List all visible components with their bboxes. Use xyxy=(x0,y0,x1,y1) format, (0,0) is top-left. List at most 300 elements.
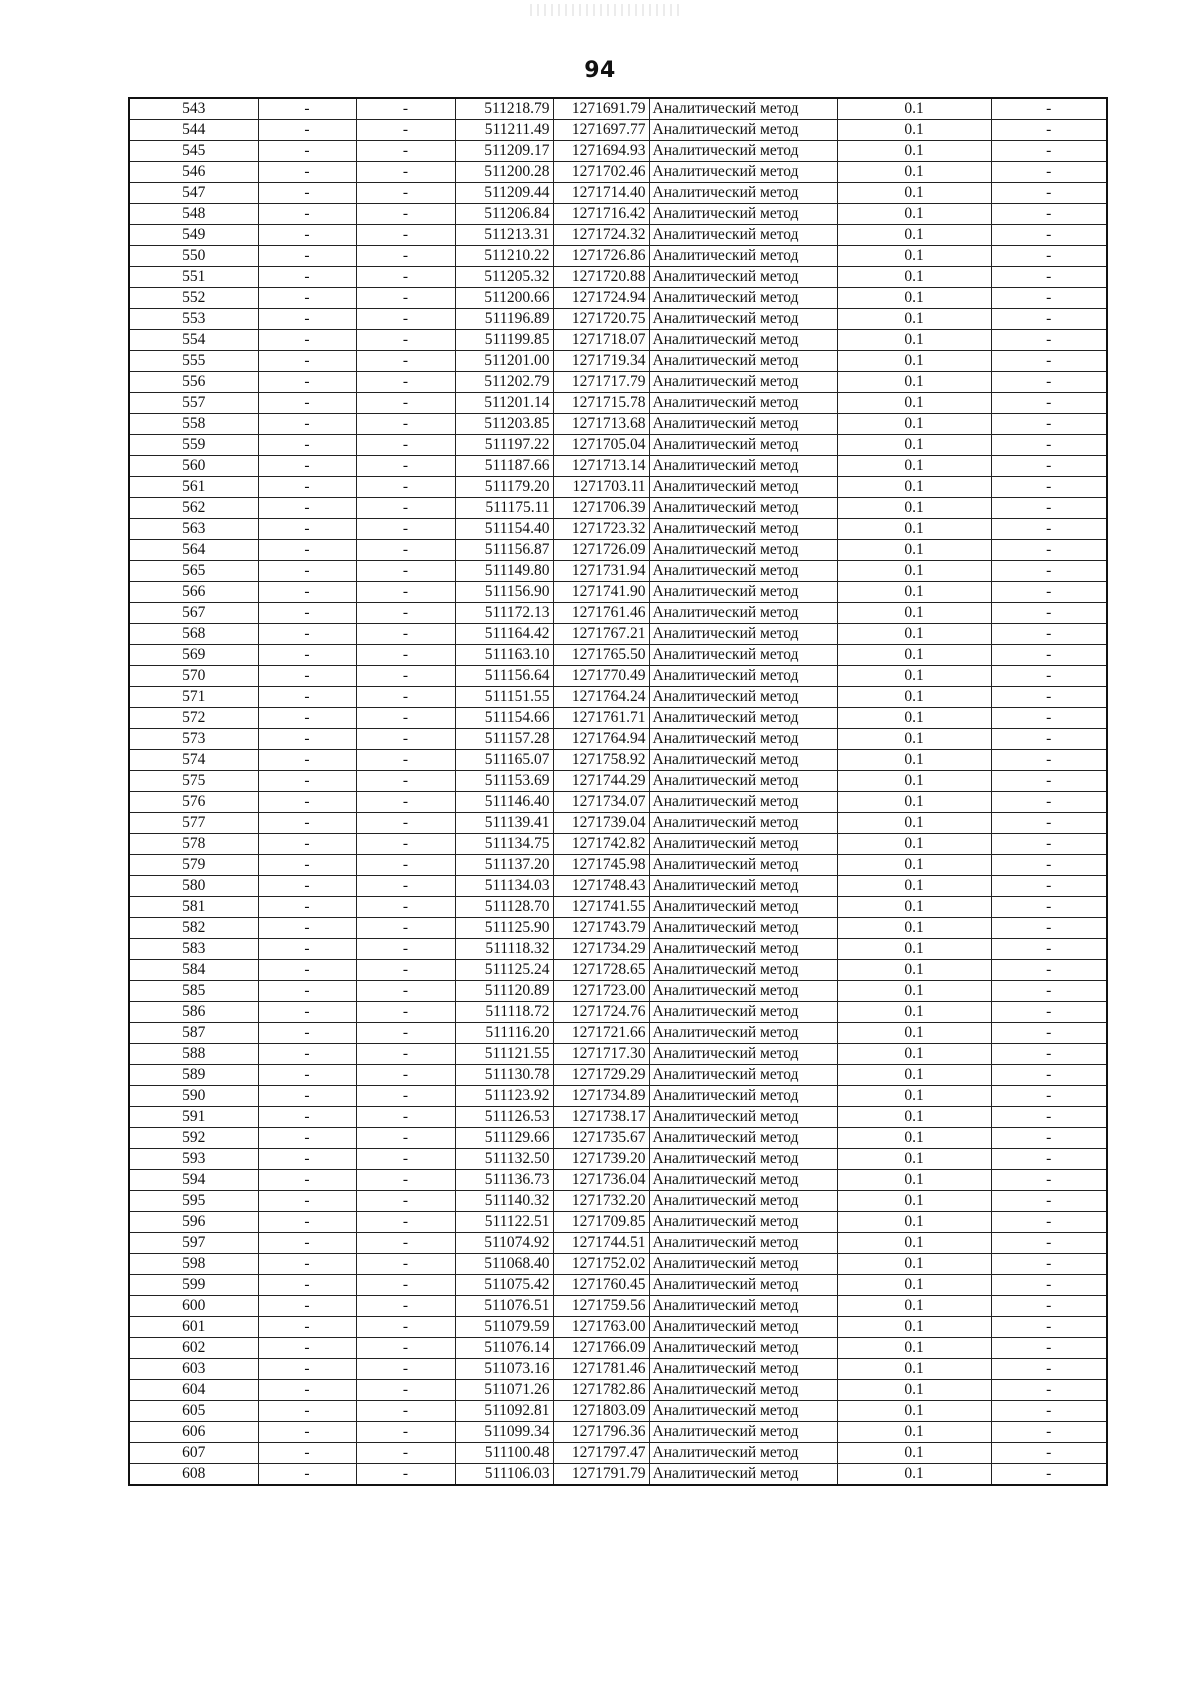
point-number-cell: 592 xyxy=(129,1128,258,1149)
method-cell: Аналитический метод xyxy=(649,582,837,603)
x-coordinate-cell: 511153.69 xyxy=(455,771,553,792)
point-number-cell: 558 xyxy=(129,414,258,435)
y-coordinate-cell: 1271691.79 xyxy=(553,98,649,120)
empty-cell: - xyxy=(991,876,1107,897)
method-cell: Аналитический метод xyxy=(649,1464,837,1486)
method-cell: Аналитический метод xyxy=(649,561,837,582)
y-coordinate-cell: 1271732.20 xyxy=(553,1191,649,1212)
x-coordinate-cell: 511118.72 xyxy=(455,1002,553,1023)
accuracy-cell: 0.1 xyxy=(837,1212,991,1233)
point-number-cell: 578 xyxy=(129,834,258,855)
point-number-cell: 555 xyxy=(129,351,258,372)
method-cell: Аналитический метод xyxy=(649,1107,837,1128)
y-coordinate-cell: 1271763.00 xyxy=(553,1317,649,1338)
accuracy-cell: 0.1 xyxy=(837,981,991,1002)
accuracy-cell: 0.1 xyxy=(837,1443,991,1464)
accuracy-cell: 0.1 xyxy=(837,1128,991,1149)
point-number-cell: 544 xyxy=(129,120,258,141)
empty-cell: - xyxy=(258,1422,356,1443)
empty-cell: - xyxy=(356,1338,455,1359)
accuracy-cell: 0.1 xyxy=(837,498,991,519)
accuracy-cell: 0.1 xyxy=(837,1422,991,1443)
table-row xyxy=(129,687,1107,708)
method-cell: Аналитический метод xyxy=(649,813,837,834)
y-coordinate-cell: 1271714.40 xyxy=(553,183,649,204)
table-row xyxy=(129,1464,1107,1486)
x-coordinate-cell: 511132.50 xyxy=(455,1149,553,1170)
empty-cell: - xyxy=(356,1275,455,1296)
empty-cell: - xyxy=(356,1380,455,1401)
empty-cell: - xyxy=(991,708,1107,729)
empty-cell: - xyxy=(991,1443,1107,1464)
table-row xyxy=(129,708,1107,729)
empty-cell: - xyxy=(991,372,1107,393)
empty-cell: - xyxy=(991,519,1107,540)
empty-cell: - xyxy=(258,708,356,729)
empty-cell: - xyxy=(258,1212,356,1233)
empty-cell: - xyxy=(258,1401,356,1422)
empty-cell: - xyxy=(991,897,1107,918)
accuracy-cell: 0.1 xyxy=(837,771,991,792)
point-number-cell: 590 xyxy=(129,1086,258,1107)
y-coordinate-cell: 1271781.46 xyxy=(553,1359,649,1380)
x-coordinate-cell: 511121.55 xyxy=(455,1044,553,1065)
point-number-cell: 580 xyxy=(129,876,258,897)
y-coordinate-cell: 1271720.75 xyxy=(553,309,649,330)
table-row xyxy=(129,372,1107,393)
point-number-cell: 591 xyxy=(129,1107,258,1128)
point-number-cell: 570 xyxy=(129,666,258,687)
x-coordinate-cell: 511200.28 xyxy=(455,162,553,183)
empty-cell: - xyxy=(258,1149,356,1170)
x-coordinate-cell: 511197.22 xyxy=(455,435,553,456)
empty-cell: - xyxy=(356,414,455,435)
y-coordinate-cell: 1271739.20 xyxy=(553,1149,649,1170)
x-coordinate-cell: 511164.42 xyxy=(455,624,553,645)
table-row xyxy=(129,1212,1107,1233)
empty-cell: - xyxy=(258,246,356,267)
empty-cell: - xyxy=(356,120,455,141)
accuracy-cell: 0.1 xyxy=(837,834,991,855)
point-number-cell: 557 xyxy=(129,393,258,414)
x-coordinate-cell: 511134.03 xyxy=(455,876,553,897)
empty-cell: - xyxy=(356,1107,455,1128)
table-row xyxy=(129,834,1107,855)
table-row xyxy=(129,1380,1107,1401)
x-coordinate-cell: 511165.07 xyxy=(455,750,553,771)
empty-cell: - xyxy=(991,1149,1107,1170)
empty-cell: - xyxy=(991,918,1107,939)
empty-cell: - xyxy=(991,1212,1107,1233)
accuracy-cell: 0.1 xyxy=(837,1065,991,1086)
empty-cell: - xyxy=(991,1464,1107,1486)
x-coordinate-cell: 511140.32 xyxy=(455,1191,553,1212)
method-cell: Аналитический метод xyxy=(649,729,837,750)
x-coordinate-cell: 511118.32 xyxy=(455,939,553,960)
empty-cell: - xyxy=(258,750,356,771)
y-coordinate-cell: 1271713.68 xyxy=(553,414,649,435)
empty-cell: - xyxy=(356,540,455,561)
method-cell: Аналитический метод xyxy=(649,1338,837,1359)
y-coordinate-cell: 1271743.79 xyxy=(553,918,649,939)
empty-cell: - xyxy=(258,897,356,918)
empty-cell: - xyxy=(991,939,1107,960)
x-coordinate-cell: 511201.14 xyxy=(455,393,553,414)
x-coordinate-cell: 511068.40 xyxy=(455,1254,553,1275)
y-coordinate-cell: 1271715.78 xyxy=(553,393,649,414)
point-number-cell: 582 xyxy=(129,918,258,939)
accuracy-cell: 0.1 xyxy=(837,288,991,309)
empty-cell: - xyxy=(356,939,455,960)
x-coordinate-cell: 511073.16 xyxy=(455,1359,553,1380)
empty-cell: - xyxy=(258,183,356,204)
x-coordinate-cell: 511076.14 xyxy=(455,1338,553,1359)
accuracy-cell: 0.1 xyxy=(837,1002,991,1023)
method-cell: Аналитический метод xyxy=(649,372,837,393)
empty-cell: - xyxy=(991,666,1107,687)
method-cell: Аналитический метод xyxy=(649,1443,837,1464)
method-cell: Аналитический метод xyxy=(649,750,837,771)
empty-cell: - xyxy=(258,813,356,834)
table-row xyxy=(129,477,1107,498)
method-cell: Аналитический метод xyxy=(649,1149,837,1170)
y-coordinate-cell: 1271720.88 xyxy=(553,267,649,288)
table-row xyxy=(129,1044,1107,1065)
y-coordinate-cell: 1271761.46 xyxy=(553,603,649,624)
empty-cell: - xyxy=(991,1338,1107,1359)
y-coordinate-cell: 1271761.71 xyxy=(553,708,649,729)
method-cell: Аналитический метод xyxy=(649,981,837,1002)
accuracy-cell: 0.1 xyxy=(837,519,991,540)
empty-cell: - xyxy=(258,918,356,939)
point-number-cell: 593 xyxy=(129,1149,258,1170)
y-coordinate-cell: 1271759.56 xyxy=(553,1296,649,1317)
x-coordinate-cell: 511075.42 xyxy=(455,1275,553,1296)
empty-cell: - xyxy=(258,309,356,330)
empty-cell: - xyxy=(356,498,455,519)
point-number-cell: 546 xyxy=(129,162,258,183)
y-coordinate-cell: 1271741.90 xyxy=(553,582,649,603)
x-coordinate-cell: 511128.70 xyxy=(455,897,553,918)
point-number-cell: 577 xyxy=(129,813,258,834)
table-row xyxy=(129,603,1107,624)
empty-cell: - xyxy=(258,1338,356,1359)
empty-cell: - xyxy=(991,1065,1107,1086)
empty-cell: - xyxy=(991,561,1107,582)
empty-cell: - xyxy=(991,981,1107,1002)
empty-cell: - xyxy=(356,183,455,204)
table-row xyxy=(129,1023,1107,1044)
point-number-cell: 595 xyxy=(129,1191,258,1212)
point-number-cell: 562 xyxy=(129,498,258,519)
point-number-cell: 574 xyxy=(129,750,258,771)
method-cell: Аналитический метод xyxy=(649,162,837,183)
empty-cell: - xyxy=(258,582,356,603)
x-coordinate-cell: 511151.55 xyxy=(455,687,553,708)
point-number-cell: 586 xyxy=(129,1002,258,1023)
point-number-cell: 596 xyxy=(129,1212,258,1233)
empty-cell: - xyxy=(258,1296,356,1317)
method-cell: Аналитический метод xyxy=(649,393,837,414)
empty-cell: - xyxy=(356,1296,455,1317)
y-coordinate-cell: 1271748.43 xyxy=(553,876,649,897)
empty-cell: - xyxy=(991,1023,1107,1044)
table-row xyxy=(129,561,1107,582)
accuracy-cell: 0.1 xyxy=(837,309,991,330)
empty-cell: - xyxy=(991,603,1107,624)
accuracy-cell: 0.1 xyxy=(837,1338,991,1359)
empty-cell: - xyxy=(991,855,1107,876)
empty-cell: - xyxy=(356,162,455,183)
x-coordinate-cell: 511076.51 xyxy=(455,1296,553,1317)
empty-cell: - xyxy=(991,813,1107,834)
empty-cell: - xyxy=(258,1128,356,1149)
y-coordinate-cell: 1271745.98 xyxy=(553,855,649,876)
table-row xyxy=(129,120,1107,141)
method-cell: Аналитический метод xyxy=(649,771,837,792)
y-coordinate-cell: 1271734.89 xyxy=(553,1086,649,1107)
empty-cell: - xyxy=(258,414,356,435)
x-coordinate-cell: 511123.92 xyxy=(455,1086,553,1107)
x-coordinate-cell: 511187.66 xyxy=(455,456,553,477)
point-number-cell: 581 xyxy=(129,897,258,918)
point-number-cell: 603 xyxy=(129,1359,258,1380)
y-coordinate-cell: 1271702.46 xyxy=(553,162,649,183)
y-coordinate-cell: 1271717.30 xyxy=(553,1044,649,1065)
empty-cell: - xyxy=(356,393,455,414)
table-row xyxy=(129,1359,1107,1380)
method-cell: Аналитический метод xyxy=(649,1296,837,1317)
table-row xyxy=(129,1317,1107,1338)
table-row xyxy=(129,1086,1107,1107)
y-coordinate-cell: 1271758.92 xyxy=(553,750,649,771)
table-row xyxy=(129,1296,1107,1317)
method-cell: Аналитический метод xyxy=(649,267,837,288)
y-coordinate-cell: 1271734.07 xyxy=(553,792,649,813)
empty-cell: - xyxy=(356,98,455,120)
method-cell: Аналитический метод xyxy=(649,246,837,267)
empty-cell: - xyxy=(356,267,455,288)
y-coordinate-cell: 1271767.21 xyxy=(553,624,649,645)
empty-cell: - xyxy=(356,1149,455,1170)
point-number-cell: 598 xyxy=(129,1254,258,1275)
accuracy-cell: 0.1 xyxy=(837,1296,991,1317)
y-coordinate-cell: 1271765.50 xyxy=(553,645,649,666)
x-coordinate-cell: 511157.28 xyxy=(455,729,553,750)
empty-cell: - xyxy=(991,624,1107,645)
table-row xyxy=(129,918,1107,939)
accuracy-cell: 0.1 xyxy=(837,1233,991,1254)
method-cell: Аналитический метод xyxy=(649,624,837,645)
method-cell: Аналитический метод xyxy=(649,939,837,960)
x-coordinate-cell: 511172.13 xyxy=(455,603,553,624)
y-coordinate-cell: 1271703.11 xyxy=(553,477,649,498)
empty-cell: - xyxy=(356,1422,455,1443)
empty-cell: - xyxy=(991,1170,1107,1191)
table-row xyxy=(129,309,1107,330)
empty-cell: - xyxy=(991,288,1107,309)
y-coordinate-cell: 1271709.85 xyxy=(553,1212,649,1233)
empty-cell: - xyxy=(258,645,356,666)
accuracy-cell: 0.1 xyxy=(837,246,991,267)
x-coordinate-cell: 511206.84 xyxy=(455,204,553,225)
empty-cell: - xyxy=(356,981,455,1002)
empty-cell: - xyxy=(991,1107,1107,1128)
method-cell: Аналитический метод xyxy=(649,183,837,204)
empty-cell: - xyxy=(258,603,356,624)
y-coordinate-cell: 1271728.65 xyxy=(553,960,649,981)
method-cell: Аналитический метод xyxy=(649,477,837,498)
point-number-cell: 552 xyxy=(129,288,258,309)
empty-cell: - xyxy=(356,834,455,855)
empty-cell: - xyxy=(258,960,356,981)
empty-cell: - xyxy=(258,1464,356,1486)
method-cell: Аналитический метод xyxy=(649,288,837,309)
y-coordinate-cell: 1271739.04 xyxy=(553,813,649,834)
y-coordinate-cell: 1271729.29 xyxy=(553,1065,649,1086)
empty-cell: - xyxy=(991,792,1107,813)
empty-cell: - xyxy=(258,456,356,477)
y-coordinate-cell: 1271770.49 xyxy=(553,666,649,687)
method-cell: Аналитический метод xyxy=(649,1170,837,1191)
x-coordinate-cell: 511218.79 xyxy=(455,98,553,120)
y-coordinate-cell: 1271718.07 xyxy=(553,330,649,351)
empty-cell: - xyxy=(258,666,356,687)
empty-cell: - xyxy=(258,225,356,246)
point-number-cell: 564 xyxy=(129,540,258,561)
empty-cell: - xyxy=(258,1233,356,1254)
y-coordinate-cell: 1271738.17 xyxy=(553,1107,649,1128)
y-coordinate-cell: 1271803.09 xyxy=(553,1401,649,1422)
method-cell: Аналитический метод xyxy=(649,1380,837,1401)
empty-cell: - xyxy=(356,225,455,246)
empty-cell: - xyxy=(991,540,1107,561)
x-coordinate-cell: 511149.80 xyxy=(455,561,553,582)
x-coordinate-cell: 511200.66 xyxy=(455,288,553,309)
accuracy-cell: 0.1 xyxy=(837,897,991,918)
method-cell: Аналитический метод xyxy=(649,834,837,855)
method-cell: Аналитический метод xyxy=(649,1191,837,1212)
point-number-cell: 553 xyxy=(129,309,258,330)
x-coordinate-cell: 511137.20 xyxy=(455,855,553,876)
empty-cell: - xyxy=(356,582,455,603)
empty-cell: - xyxy=(356,771,455,792)
point-number-cell: 597 xyxy=(129,1233,258,1254)
y-coordinate-cell: 1271705.04 xyxy=(553,435,649,456)
empty-cell: - xyxy=(356,561,455,582)
empty-cell: - xyxy=(356,1002,455,1023)
empty-cell: - xyxy=(356,1128,455,1149)
accuracy-cell: 0.1 xyxy=(837,750,991,771)
point-number-cell: 550 xyxy=(129,246,258,267)
empty-cell: - xyxy=(991,582,1107,603)
empty-cell: - xyxy=(258,1191,356,1212)
table-row xyxy=(129,246,1107,267)
point-number-cell: 589 xyxy=(129,1065,258,1086)
accuracy-cell: 0.1 xyxy=(837,1170,991,1191)
table-row xyxy=(129,351,1107,372)
method-cell: Аналитический метод xyxy=(649,330,837,351)
empty-cell: - xyxy=(991,960,1107,981)
empty-cell: - xyxy=(258,98,356,120)
empty-cell: - xyxy=(258,981,356,1002)
accuracy-cell: 0.1 xyxy=(837,1107,991,1128)
accuracy-cell: 0.1 xyxy=(837,540,991,561)
accuracy-cell: 0.1 xyxy=(837,708,991,729)
empty-cell: - xyxy=(258,1380,356,1401)
accuracy-cell: 0.1 xyxy=(837,1044,991,1065)
empty-cell: - xyxy=(991,204,1107,225)
empty-cell: - xyxy=(258,330,356,351)
y-coordinate-cell: 1271742.82 xyxy=(553,834,649,855)
empty-cell: - xyxy=(258,1359,356,1380)
table-row xyxy=(129,960,1107,981)
point-number-cell: 599 xyxy=(129,1275,258,1296)
empty-cell: - xyxy=(356,1443,455,1464)
empty-cell: - xyxy=(258,939,356,960)
table-row xyxy=(129,1065,1107,1086)
empty-cell: - xyxy=(991,393,1107,414)
method-cell: Аналитический метод xyxy=(649,1233,837,1254)
empty-cell: - xyxy=(258,1170,356,1191)
accuracy-cell: 0.1 xyxy=(837,204,991,225)
empty-cell: - xyxy=(258,1317,356,1338)
x-coordinate-cell: 511106.03 xyxy=(455,1464,553,1486)
table-row xyxy=(129,1149,1107,1170)
y-coordinate-cell: 1271741.55 xyxy=(553,897,649,918)
empty-cell: - xyxy=(258,162,356,183)
table-row xyxy=(129,939,1107,960)
empty-cell: - xyxy=(356,603,455,624)
empty-cell: - xyxy=(356,456,455,477)
empty-cell: - xyxy=(991,1254,1107,1275)
y-coordinate-cell: 1271706.39 xyxy=(553,498,649,519)
empty-cell: - xyxy=(258,834,356,855)
y-coordinate-cell: 1271734.29 xyxy=(553,939,649,960)
y-coordinate-cell: 1271719.34 xyxy=(553,351,649,372)
y-coordinate-cell: 1271744.51 xyxy=(553,1233,649,1254)
empty-cell: - xyxy=(991,1380,1107,1401)
point-number-cell: 551 xyxy=(129,267,258,288)
empty-cell: - xyxy=(356,708,455,729)
method-cell: Аналитический метод xyxy=(649,225,837,246)
empty-cell: - xyxy=(991,1422,1107,1443)
coordinates-table xyxy=(128,97,1108,1486)
y-coordinate-cell: 1271716.42 xyxy=(553,204,649,225)
method-cell: Аналитический метод xyxy=(649,98,837,120)
point-number-cell: 575 xyxy=(129,771,258,792)
x-coordinate-cell: 511074.92 xyxy=(455,1233,553,1254)
table-row xyxy=(129,1170,1107,1191)
table-row xyxy=(129,1443,1107,1464)
point-number-cell: 587 xyxy=(129,1023,258,1044)
x-coordinate-cell: 511154.66 xyxy=(455,708,553,729)
point-number-cell: 572 xyxy=(129,708,258,729)
method-cell: Аналитический метод xyxy=(649,435,837,456)
x-coordinate-cell: 511201.00 xyxy=(455,351,553,372)
empty-cell: - xyxy=(258,141,356,162)
table-row xyxy=(129,1128,1107,1149)
table-row xyxy=(129,1107,1107,1128)
point-number-cell: 559 xyxy=(129,435,258,456)
y-coordinate-cell: 1271713.14 xyxy=(553,456,649,477)
empty-cell: - xyxy=(258,1065,356,1086)
empty-cell: - xyxy=(258,729,356,750)
empty-cell: - xyxy=(258,498,356,519)
point-number-cell: 584 xyxy=(129,960,258,981)
empty-cell: - xyxy=(258,204,356,225)
empty-cell: - xyxy=(991,1401,1107,1422)
